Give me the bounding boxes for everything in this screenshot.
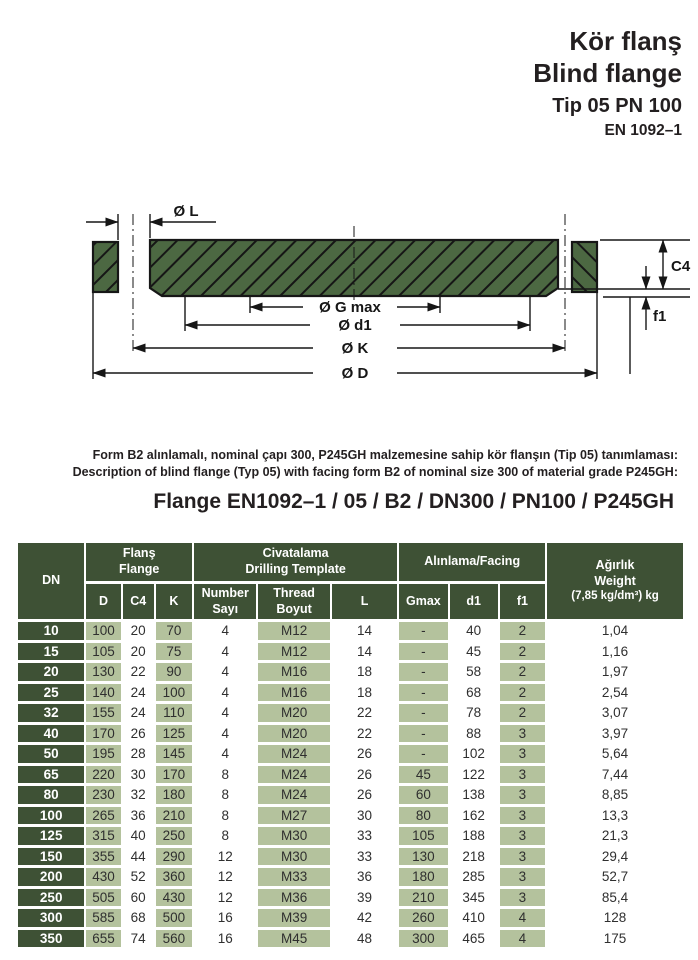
gmax-cell: 300: [399, 930, 447, 948]
d1-cell: 102: [450, 745, 498, 763]
f1-cell: 3: [500, 827, 545, 845]
c4-cell: 32: [123, 786, 154, 804]
f1-cell: 2: [500, 684, 545, 702]
k-cell: 90: [156, 663, 192, 681]
bolt-number-cell: 4: [194, 622, 256, 640]
weight-cell: 2,54: [547, 684, 683, 702]
table-body: [18, 622, 683, 947]
dn-cell: 150: [18, 848, 84, 866]
dn-cell: 20: [18, 663, 84, 681]
d-cell: 430: [86, 868, 120, 886]
f1-cell: 2: [500, 622, 545, 640]
bolt-number-cell: 8: [194, 827, 256, 845]
bolt-number-cell: 8: [194, 766, 256, 784]
d-cell: 195: [86, 745, 120, 763]
dn-cell: 80: [18, 786, 84, 804]
table-row: [18, 827, 683, 845]
dn-cell: 32: [18, 704, 84, 722]
thread-size-cell: M24: [258, 745, 329, 763]
l-cell: 48: [332, 930, 397, 948]
k-cell: 75: [156, 643, 192, 661]
dim-label-L: Ø L: [173, 203, 199, 220]
weight-cell: 1,97: [547, 663, 683, 681]
bolt-number-cell: 12: [194, 868, 256, 886]
dn-cell: 10: [18, 622, 84, 640]
weight-cell: 85,4: [547, 889, 683, 907]
d-cell: 585: [86, 909, 120, 927]
weight-cell: 8,85: [547, 786, 683, 804]
group-header-flange: [86, 543, 192, 581]
bolt-number-cell: 8: [194, 786, 256, 804]
group-header-facing: Alınlama/Facing: [399, 543, 545, 581]
table-row: [18, 807, 683, 825]
col-header-gmax: Gmax: [399, 584, 447, 619]
dn-cell: 65: [18, 766, 84, 784]
col-header-number-tr: Sayı: [212, 601, 239, 616]
flange-rim-right-section: [572, 242, 597, 292]
table-row: [18, 622, 683, 640]
bolt-number-cell: 4: [194, 745, 256, 763]
gmax-cell: 45: [399, 766, 447, 784]
k-cell: 430: [156, 889, 192, 907]
c4-cell: 44: [123, 848, 154, 866]
k-cell: 125: [156, 725, 192, 743]
thread-size-cell: M24: [258, 766, 329, 784]
f1-cell: 4: [500, 930, 545, 948]
col-header-d: D: [86, 584, 120, 619]
bolt-number-cell: 16: [194, 909, 256, 927]
d-cell: 170: [86, 725, 120, 743]
thread-size-cell: M12: [258, 622, 329, 640]
k-cell: 100: [156, 684, 192, 702]
thread-size-cell: M24: [258, 786, 329, 804]
f1-cell: 2: [500, 663, 545, 681]
l-cell: 30: [332, 807, 397, 825]
thread-size-cell: M16: [258, 663, 329, 681]
gmax-cell: -: [399, 663, 447, 681]
l-cell: 18: [332, 663, 397, 681]
f1-cell: 3: [500, 848, 545, 866]
d1-cell: 410: [450, 909, 498, 927]
dn-cell: 350: [18, 930, 84, 948]
weight-cell: 1,04: [547, 622, 683, 640]
k-cell: 360: [156, 868, 192, 886]
c4-cell: 24: [123, 684, 154, 702]
gmax-cell: 180: [399, 868, 447, 886]
table-row: [18, 786, 683, 804]
l-cell: 14: [332, 622, 397, 640]
c4-cell: 36: [123, 807, 154, 825]
d1-cell: 218: [450, 848, 498, 866]
bolt-number-cell: 12: [194, 889, 256, 907]
d-cell: 130: [86, 663, 120, 681]
f1-cell: 3: [500, 889, 545, 907]
c4-cell: 22: [123, 663, 154, 681]
table-row: [18, 766, 683, 784]
group-header-drilling-tr: Civatalama: [262, 546, 329, 561]
d1-cell: 45: [450, 643, 498, 661]
dn-cell: 125: [18, 827, 84, 845]
c4-cell: 68: [123, 909, 154, 927]
flange-type-label: Tip 05 PN 100: [552, 95, 682, 118]
gmax-cell: -: [399, 643, 447, 661]
d1-cell: 188: [450, 827, 498, 845]
gmax-cell: 60: [399, 786, 447, 804]
table-row: [18, 848, 683, 866]
k-cell: 210: [156, 807, 192, 825]
page-title-english: Blind flange: [533, 57, 682, 88]
dn-cell: 200: [18, 868, 84, 886]
flange-rim-left-section: [93, 242, 118, 292]
k-cell: 180: [156, 786, 192, 804]
dim-label-D: Ø D: [341, 365, 369, 382]
f1-cell: 3: [500, 725, 545, 743]
description-block: [0, 447, 678, 481]
k-cell: 500: [156, 909, 192, 927]
f1-cell: 2: [500, 704, 545, 722]
gmax-cell: -: [399, 745, 447, 763]
weight-cell: 13,3: [547, 807, 683, 825]
gmax-cell: 80: [399, 807, 447, 825]
d1-cell: 465: [450, 930, 498, 948]
d1-cell: 345: [450, 889, 498, 907]
d-cell: 140: [86, 684, 120, 702]
group-header-flange-en: Flange: [119, 562, 160, 576]
col-header-d1: d1: [450, 584, 498, 619]
d-cell: 655: [86, 930, 120, 948]
c4-cell: 52: [123, 868, 154, 886]
l-cell: 14: [332, 643, 397, 661]
col-header-weight: [547, 543, 683, 619]
l-cell: 22: [332, 725, 397, 743]
col-header-c4: C4: [123, 584, 154, 619]
gmax-cell: -: [399, 684, 447, 702]
dn-cell: 50: [18, 745, 84, 763]
l-cell: 26: [332, 766, 397, 784]
f1-cell: 3: [500, 766, 545, 784]
d-cell: 100: [86, 622, 120, 640]
d-cell: 505: [86, 889, 120, 907]
c4-cell: 24: [123, 704, 154, 722]
thread-size-cell: M27: [258, 807, 329, 825]
d1-cell: 138: [450, 786, 498, 804]
dim-label-Gmax: Ø G max: [319, 299, 381, 316]
col-header-weight-en: Weight: [594, 573, 636, 588]
l-cell: 33: [332, 827, 397, 845]
table-row: [18, 684, 683, 702]
c4-cell: 60: [123, 889, 154, 907]
dn-cell: 100: [18, 807, 84, 825]
weight-cell: 29,4: [547, 848, 683, 866]
dimension-table-wrap: [16, 540, 685, 950]
gmax-cell: -: [399, 622, 447, 640]
d1-cell: 162: [450, 807, 498, 825]
table-row: [18, 909, 683, 927]
gmax-cell: 130: [399, 848, 447, 866]
thread-size-cell: M45: [258, 930, 329, 948]
c4-cell: 20: [123, 643, 154, 661]
d1-cell: 285: [450, 868, 498, 886]
f1-cell: 3: [500, 786, 545, 804]
group-header-flange-tr: Flanş: [122, 546, 156, 561]
d-cell: 105: [86, 643, 120, 661]
c4-cell: 26: [123, 725, 154, 743]
bolt-number-cell: 4: [194, 663, 256, 681]
col-header-dn: DN: [18, 543, 84, 619]
standard-label: EN 1092–1: [604, 122, 682, 140]
table-row: [18, 643, 683, 661]
flange-designation: Flange EN1092–1 / 05 / B2 / DN300 / PN100 / P245GH: [153, 490, 674, 513]
l-cell: 26: [332, 786, 397, 804]
thread-size-cell: M16: [258, 684, 329, 702]
thread-size-cell: M20: [258, 704, 329, 722]
d-cell: 355: [86, 848, 120, 866]
weight-cell: 128: [547, 909, 683, 927]
dim-label-d1: Ø d1: [338, 317, 372, 334]
k-cell: 170: [156, 766, 192, 784]
d-cell: 265: [86, 807, 120, 825]
d-cell: 230: [86, 786, 120, 804]
l-cell: 18: [332, 684, 397, 702]
f1-cell: 3: [500, 807, 545, 825]
bolt-number-cell: 16: [194, 930, 256, 948]
table-row: [18, 889, 683, 907]
k-cell: 70: [156, 622, 192, 640]
weight-cell: 3,97: [547, 725, 683, 743]
bolt-number-cell: 4: [194, 704, 256, 722]
d-cell: 220: [86, 766, 120, 784]
dim-label-K: Ø K: [341, 340, 369, 357]
description-line-english: Description of blind flange (Typ 05) with facing form B2 of nominal size 300 of material grade P245GH:: [72, 465, 678, 479]
weight-cell: 52,7: [547, 868, 683, 886]
c4-cell: 30: [123, 766, 154, 784]
dn-cell: 15: [18, 643, 84, 661]
k-cell: 290: [156, 848, 192, 866]
table-row: [18, 725, 683, 743]
group-header-drilling: [194, 543, 397, 581]
table-row: [18, 868, 683, 886]
dim-label-f1: f1: [653, 308, 667, 325]
thread-size-cell: M36: [258, 889, 329, 907]
k-cell: 110: [156, 704, 192, 722]
table-row: [18, 745, 683, 763]
d-cell: 155: [86, 704, 120, 722]
col-header-thread: [258, 584, 329, 619]
d-cell: 315: [86, 827, 120, 845]
col-header-thread-en: Thread: [273, 585, 315, 600]
dn-cell: 25: [18, 684, 84, 702]
table-row: [18, 930, 683, 948]
c4-cell: 28: [123, 745, 154, 763]
flange-section-drawing: [0, 190, 698, 400]
weight-cell: 3,07: [547, 704, 683, 722]
thread-size-cell: M30: [258, 827, 329, 845]
l-cell: 36: [332, 868, 397, 886]
d1-cell: 88: [450, 725, 498, 743]
group-header-drilling-en: Drilling Template: [245, 562, 346, 576]
col-header-weight-unit: (7,85 kg/dm³) kg: [571, 590, 659, 603]
bolt-number-cell: 12: [194, 848, 256, 866]
page-title-turkish: Kör flanş: [569, 26, 682, 56]
gmax-cell: 210: [399, 889, 447, 907]
weight-cell: 1,16: [547, 643, 683, 661]
dn-cell: 250: [18, 889, 84, 907]
thread-size-cell: M12: [258, 643, 329, 661]
l-cell: 22: [332, 704, 397, 722]
l-cell: 33: [332, 848, 397, 866]
f1-cell: 3: [500, 745, 545, 763]
weight-cell: 21,3: [547, 827, 683, 845]
gmax-cell: 260: [399, 909, 447, 927]
f1-cell: 2: [500, 643, 545, 661]
c4-cell: 74: [123, 930, 154, 948]
f1-cell: 3: [500, 868, 545, 886]
weight-cell: 175: [547, 930, 683, 948]
thread-size-cell: M33: [258, 868, 329, 886]
c4-cell: 40: [123, 827, 154, 845]
k-cell: 250: [156, 827, 192, 845]
d1-cell: 68: [450, 684, 498, 702]
d1-cell: 58: [450, 663, 498, 681]
col-header-number-en: Number: [201, 585, 249, 600]
gmax-cell: -: [399, 725, 447, 743]
weight-cell: 5,64: [547, 745, 683, 763]
col-header-k: K: [156, 584, 192, 619]
l-cell: 26: [332, 745, 397, 763]
dn-cell: 300: [18, 909, 84, 927]
title-block: [533, 26, 682, 142]
table-row: [18, 663, 683, 681]
description-line-turkish: Form B2 alınlamalı, nominal çapı 300, P245GH malzemesine sahip kör flanşın (Tip 05) tanımlaması:: [92, 448, 678, 462]
d1-cell: 122: [450, 766, 498, 784]
thread-size-cell: M30: [258, 848, 329, 866]
col-header-thread-tr: Boyut: [276, 601, 312, 616]
thread-size-cell: M39: [258, 909, 329, 927]
l-cell: 42: [332, 909, 397, 927]
d1-cell: 40: [450, 622, 498, 640]
l-cell: 39: [332, 889, 397, 907]
bolt-number-cell: 4: [194, 725, 256, 743]
d1-cell: 78: [450, 704, 498, 722]
bolt-number-cell: 8: [194, 807, 256, 825]
dimension-table: [16, 540, 685, 950]
col-header-f1: f1: [500, 584, 545, 619]
col-header-l: L: [332, 584, 397, 619]
bolt-number-cell: 4: [194, 643, 256, 661]
gmax-cell: -: [399, 704, 447, 722]
dn-cell: 40: [18, 725, 84, 743]
k-cell: 560: [156, 930, 192, 948]
gmax-cell: 105: [399, 827, 447, 845]
f1-cell: 4: [500, 909, 545, 927]
dim-label-C4: C4: [671, 258, 691, 275]
col-header-weight-tr: Ağırlık: [595, 558, 635, 573]
table-row: [18, 704, 683, 722]
k-cell: 145: [156, 745, 192, 763]
weight-cell: 7,44: [547, 766, 683, 784]
col-header-number: [194, 584, 256, 619]
bolt-number-cell: 4: [194, 684, 256, 702]
thread-size-cell: M20: [258, 725, 329, 743]
c4-cell: 20: [123, 622, 154, 640]
